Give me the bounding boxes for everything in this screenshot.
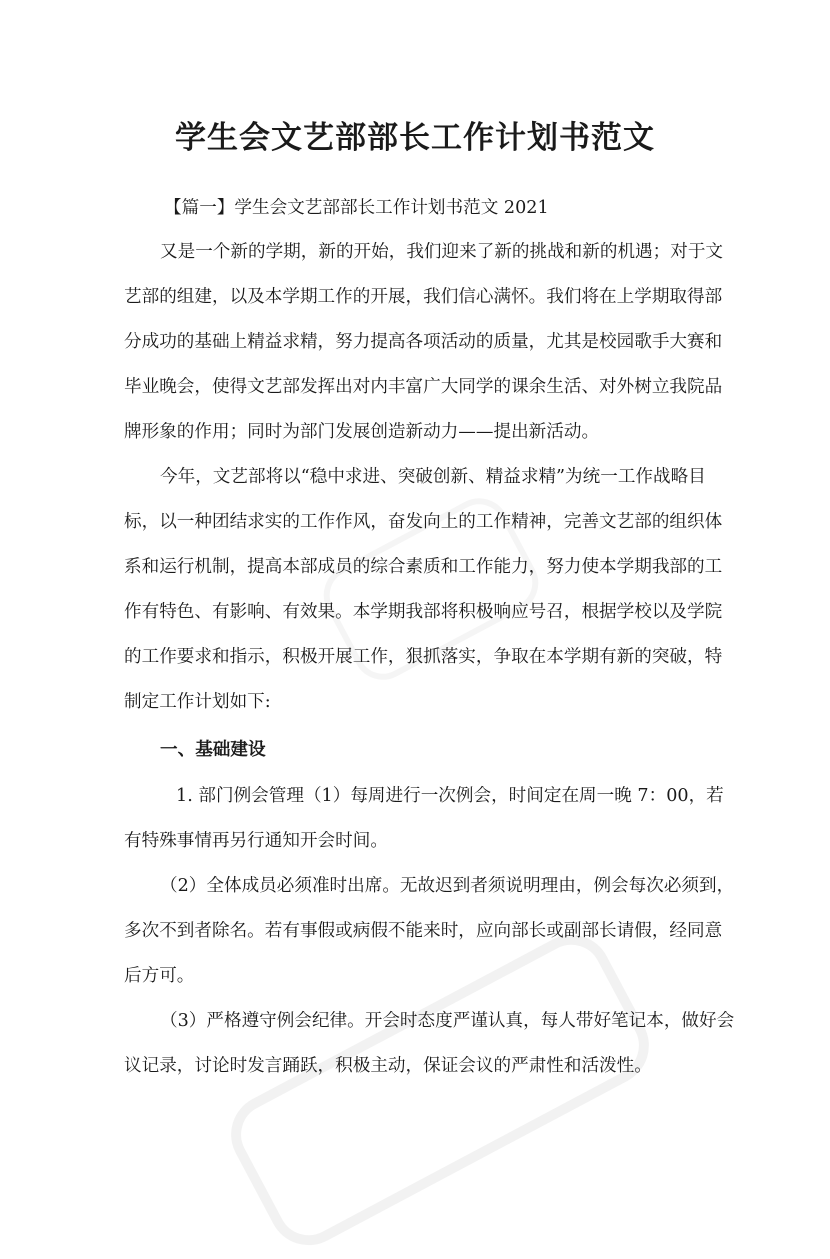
paragraph-line: 后方可。 [124,966,195,986]
paragraph-line: 今年，文艺部将以“稳中求进、突破创新、精益求精”为统一工作战略目 [160,467,706,487]
paragraph-line: 议记录，讨论时发言踊跃，积极主动，保证会议的严肃性和活泼性。 [124,1056,652,1076]
section-subtitle: 【篇一】学生会文艺部部长工作计划书范文 2021 [164,198,549,218]
paragraph-line: 1. 部门例会管理（1）每周进行一次例会，时间定在周一晚 7：00，若 [176,786,724,806]
page-title: 学生会文艺部部长工作计划书范文 [175,120,655,156]
paragraph-line: 毕业晚会，使得文艺部发挥出对内丰富广大同学的课余生活、对外树立我院品 [124,377,723,397]
paragraph-line: 作有特色、有影响、有效果。本学期我部将积极响应号召，根据学校以及学院 [124,602,723,622]
paragraph-line: 系和运行机制，提高本部成员的综合素质和工作能力，努力使本学期我部的工 [124,557,723,577]
paragraph-line: 牌形象的作用；同时为部门发展创造新动力——提出新活动。 [124,422,600,442]
paragraph-line: 的工作要求和指示，积极开展工作，狠抓落实，争取在本学期有新的突破，特 [124,647,723,667]
paragraph-line: （3）严格遵守例会纪律。开会时态度严谨认真，每人带好笔记本，做好会 [160,1011,735,1031]
paragraph-line: 分成功的基础上精益求精，努力提高各项活动的质量，尤其是校园歌手大赛和 [124,332,723,352]
section-heading: 一、基础建设 [160,740,266,760]
paragraph-line: （2）全体成员必须准时出席。无故迟到者须说明理由，例会每次必须到， [160,876,735,896]
paragraph-line: 又是一个新的学期，新的开始，我们迎来了新的挑战和新的机遇；对于文 [160,242,724,262]
paragraph-line: 多次不到者除名。若有事假或病假不能来时，应向部长或副部长请假，经同意 [124,921,723,941]
paragraph-line: 制定工作计划如下: [124,692,271,712]
paragraph-line: 有特殊事情再另行通知开会时间。 [124,831,388,851]
paragraph-line: 艺部的组建，以及本学期工作的开展，我们信心满怀。我们将在上学期取得部 [124,287,723,307]
paragraph-line: 标，以一种团结求实的工作作风，奋发向上的工作精神，完善文艺部的组织体 [124,512,723,532]
